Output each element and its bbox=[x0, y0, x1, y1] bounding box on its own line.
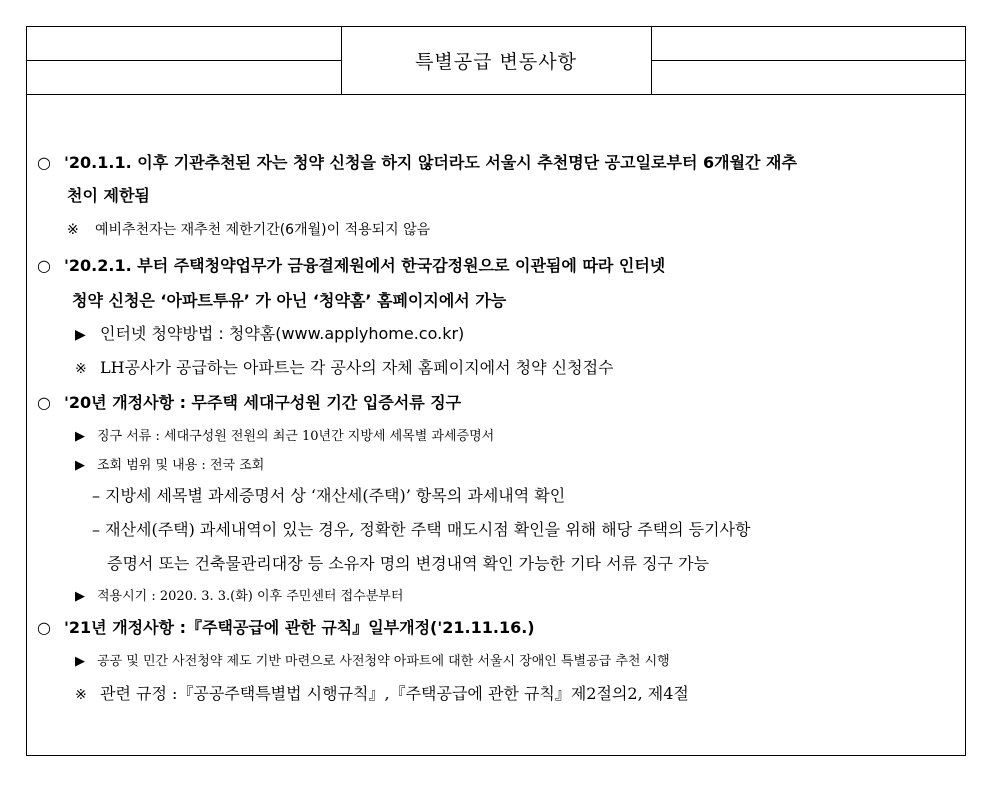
page-title: 특별공급 변동사항 bbox=[415, 51, 577, 73]
item-2-line-1: ○ '20.2.1. 부터 주택청약업무가 금융결제원에서 한국감정원으로 이관됨에 따라 인터넷 bbox=[37, 256, 666, 275]
header-mid-line-right bbox=[651, 60, 966, 61]
item-3-dash-1: – 지방세 세목별 과세증명서 상 ‘재산세(주택)’ 항목의 과세내역 확인 bbox=[92, 486, 566, 505]
triangle-bullet-icon: ▶ bbox=[75, 654, 85, 669]
item-2-line-2: 청약 신청은 ‘아파트투유’ 가 아닌 ‘청약홈’ 홈페이지에서 가능 bbox=[72, 291, 507, 310]
item-2-method: ▶ 인터넷 청약방법 : 청약홈(www.applyhome.co.kr) bbox=[75, 324, 465, 343]
header-mid-line-left bbox=[26, 60, 341, 61]
triangle-bullet-icon: ▶ bbox=[75, 429, 85, 444]
item-1-line-1: ○ '20.1.1. 이후 기관추천된 자는 청약 신청을 하지 않더라도 서울시 추천명단 공고일로부터 6개월간 재추 bbox=[37, 153, 797, 172]
triangle-bullet-icon: ▶ bbox=[75, 589, 85, 604]
item-3-bullet-1: ▶ 징구 서류 : 세대구성원 전원의 최근 10년간 지방세 세목별 과세증명서 bbox=[75, 429, 495, 444]
circle-bullet-icon: ○ bbox=[37, 393, 51, 412]
triangle-bullet-icon: ▶ bbox=[75, 458, 85, 473]
item-3-line-1: ○ '20년 개정사항 : 무주택 세대구성원 기간 입증서류 징구 bbox=[37, 393, 462, 412]
item-3-bullet-3: ▶ 적용시기 : 2020. 3. 3.(화) 이후 주민센터 접수분부터 bbox=[75, 589, 404, 604]
circle-bullet-icon: ○ bbox=[37, 153, 51, 172]
reference-mark-icon: ※ bbox=[75, 361, 87, 377]
header-bottom-line bbox=[26, 94, 966, 95]
item-4-line-1: ○ '21년 개정사항 :『주택공급에 관한 규칙』일부개정('21.11.16.) bbox=[37, 618, 535, 637]
item-1-line-2: 천이 제한됨 bbox=[67, 186, 150, 205]
item-3-dash-2: – 재산세(주택) 과세내역이 있는 경우, 정확한 주택 매도시점 확인을 위해 해당 주택의 등기사항 bbox=[92, 520, 751, 539]
item-4-bullet-1: ▶ 공공 및 민간 사전청약 제도 기반 마련으로 사전청약 아파트에 대한 서울시 장애인 특별공급 추천 시행 bbox=[75, 654, 670, 669]
item-1-note: ※ 예비추천자는 재추천 제한기간(6개월)이 적용되지 않음 bbox=[67, 222, 431, 238]
item-4-note: ※ 관련 규정 :『공공주택특별법 시행규칙』,『주택공급에 관한 규칙』제2절의2, 제4절 bbox=[75, 684, 689, 703]
circle-bullet-icon: ○ bbox=[37, 256, 51, 275]
reference-mark-icon: ※ bbox=[67, 222, 79, 238]
reference-mark-icon: ※ bbox=[75, 687, 87, 703]
item-3-bullet-2: ▶ 조회 범위 및 내용 : 전국 조회 bbox=[75, 458, 265, 473]
item-3-dash-3: 증명서 또는 건축물관리대장 등 소유자 명의 변경내역 확인 가능한 기타 서류 징구 가능 bbox=[107, 554, 709, 573]
circle-bullet-icon: ○ bbox=[37, 618, 51, 637]
applyhome-link[interactable]: www.applyhome.co.kr bbox=[281, 324, 459, 343]
triangle-bullet-icon: ▶ bbox=[75, 327, 86, 343]
item-2-note: ※ LH공사가 공급하는 아파트는 각 공사의 자체 홈페이지에서 청약 신청접수 bbox=[75, 358, 614, 377]
